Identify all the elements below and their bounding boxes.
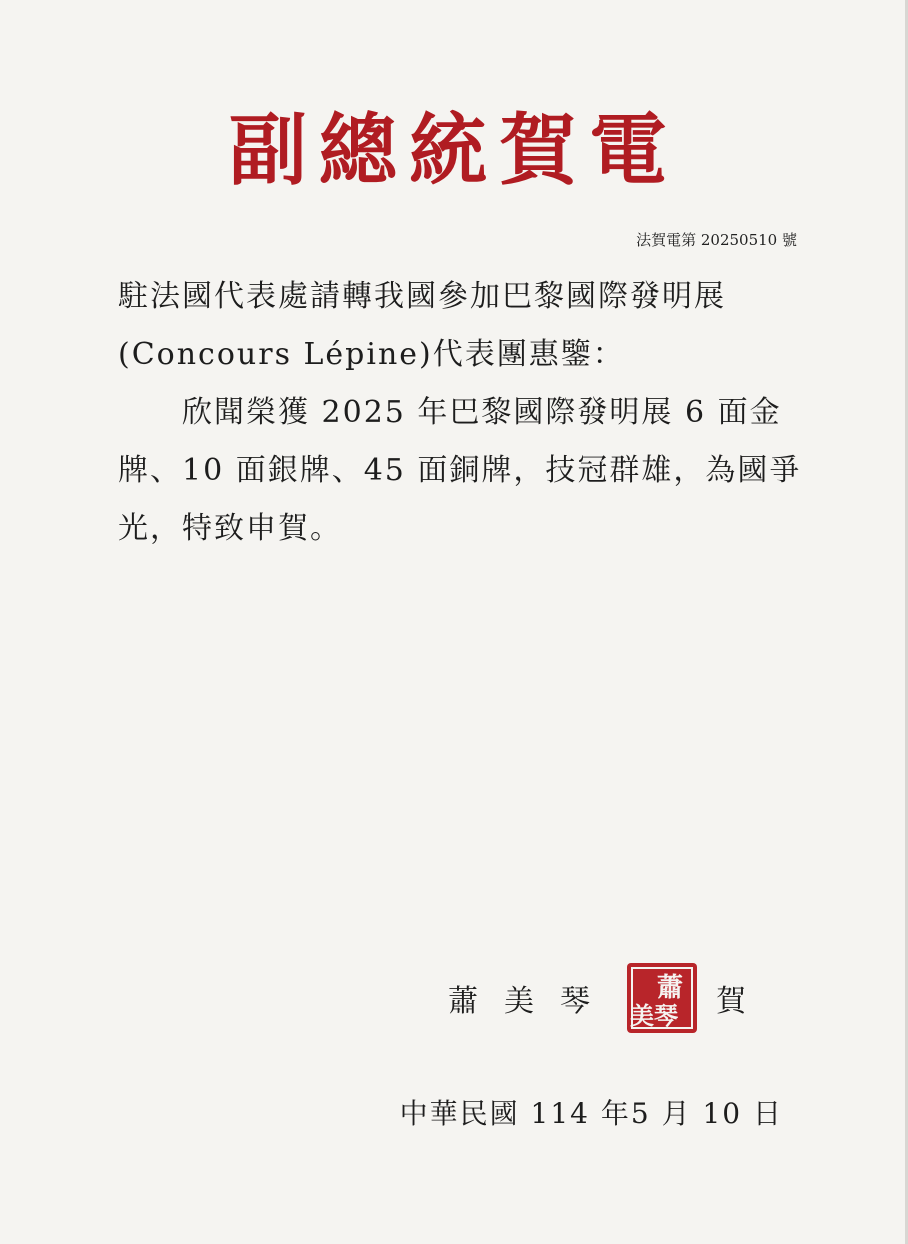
svg-text:美琴: 美琴 — [630, 1001, 678, 1030]
salutation-paragraph: 駐法國代表處請轉我國參加巴黎國際發明展(Concours Lépine)代表團惠鑒： — [118, 279, 726, 372]
document-title: 副總統賀電 — [228, 105, 679, 196]
message-paragraph: 欣聞榮獲 2025 年巴黎國際發明展 6 面金牌、10 面銀牌、45 面銅牌，技冠群雄，為國爭光，特致申賀。 — [118, 395, 802, 546]
seal-stamp — [624, 960, 700, 1036]
signer-name: 蕭美琴 — [448, 984, 616, 1019]
document-number: 法賀電第 20250510 號 — [636, 231, 797, 249]
signature-block — [448, 958, 746, 1038]
closing-word: 賀 — [716, 984, 746, 1019]
letter-body — [118, 268, 808, 558]
svg-text:蕭: 蕭 — [656, 973, 684, 1003]
date-line: 中華民國 114 年5 月 10 日 — [399, 1097, 783, 1130]
